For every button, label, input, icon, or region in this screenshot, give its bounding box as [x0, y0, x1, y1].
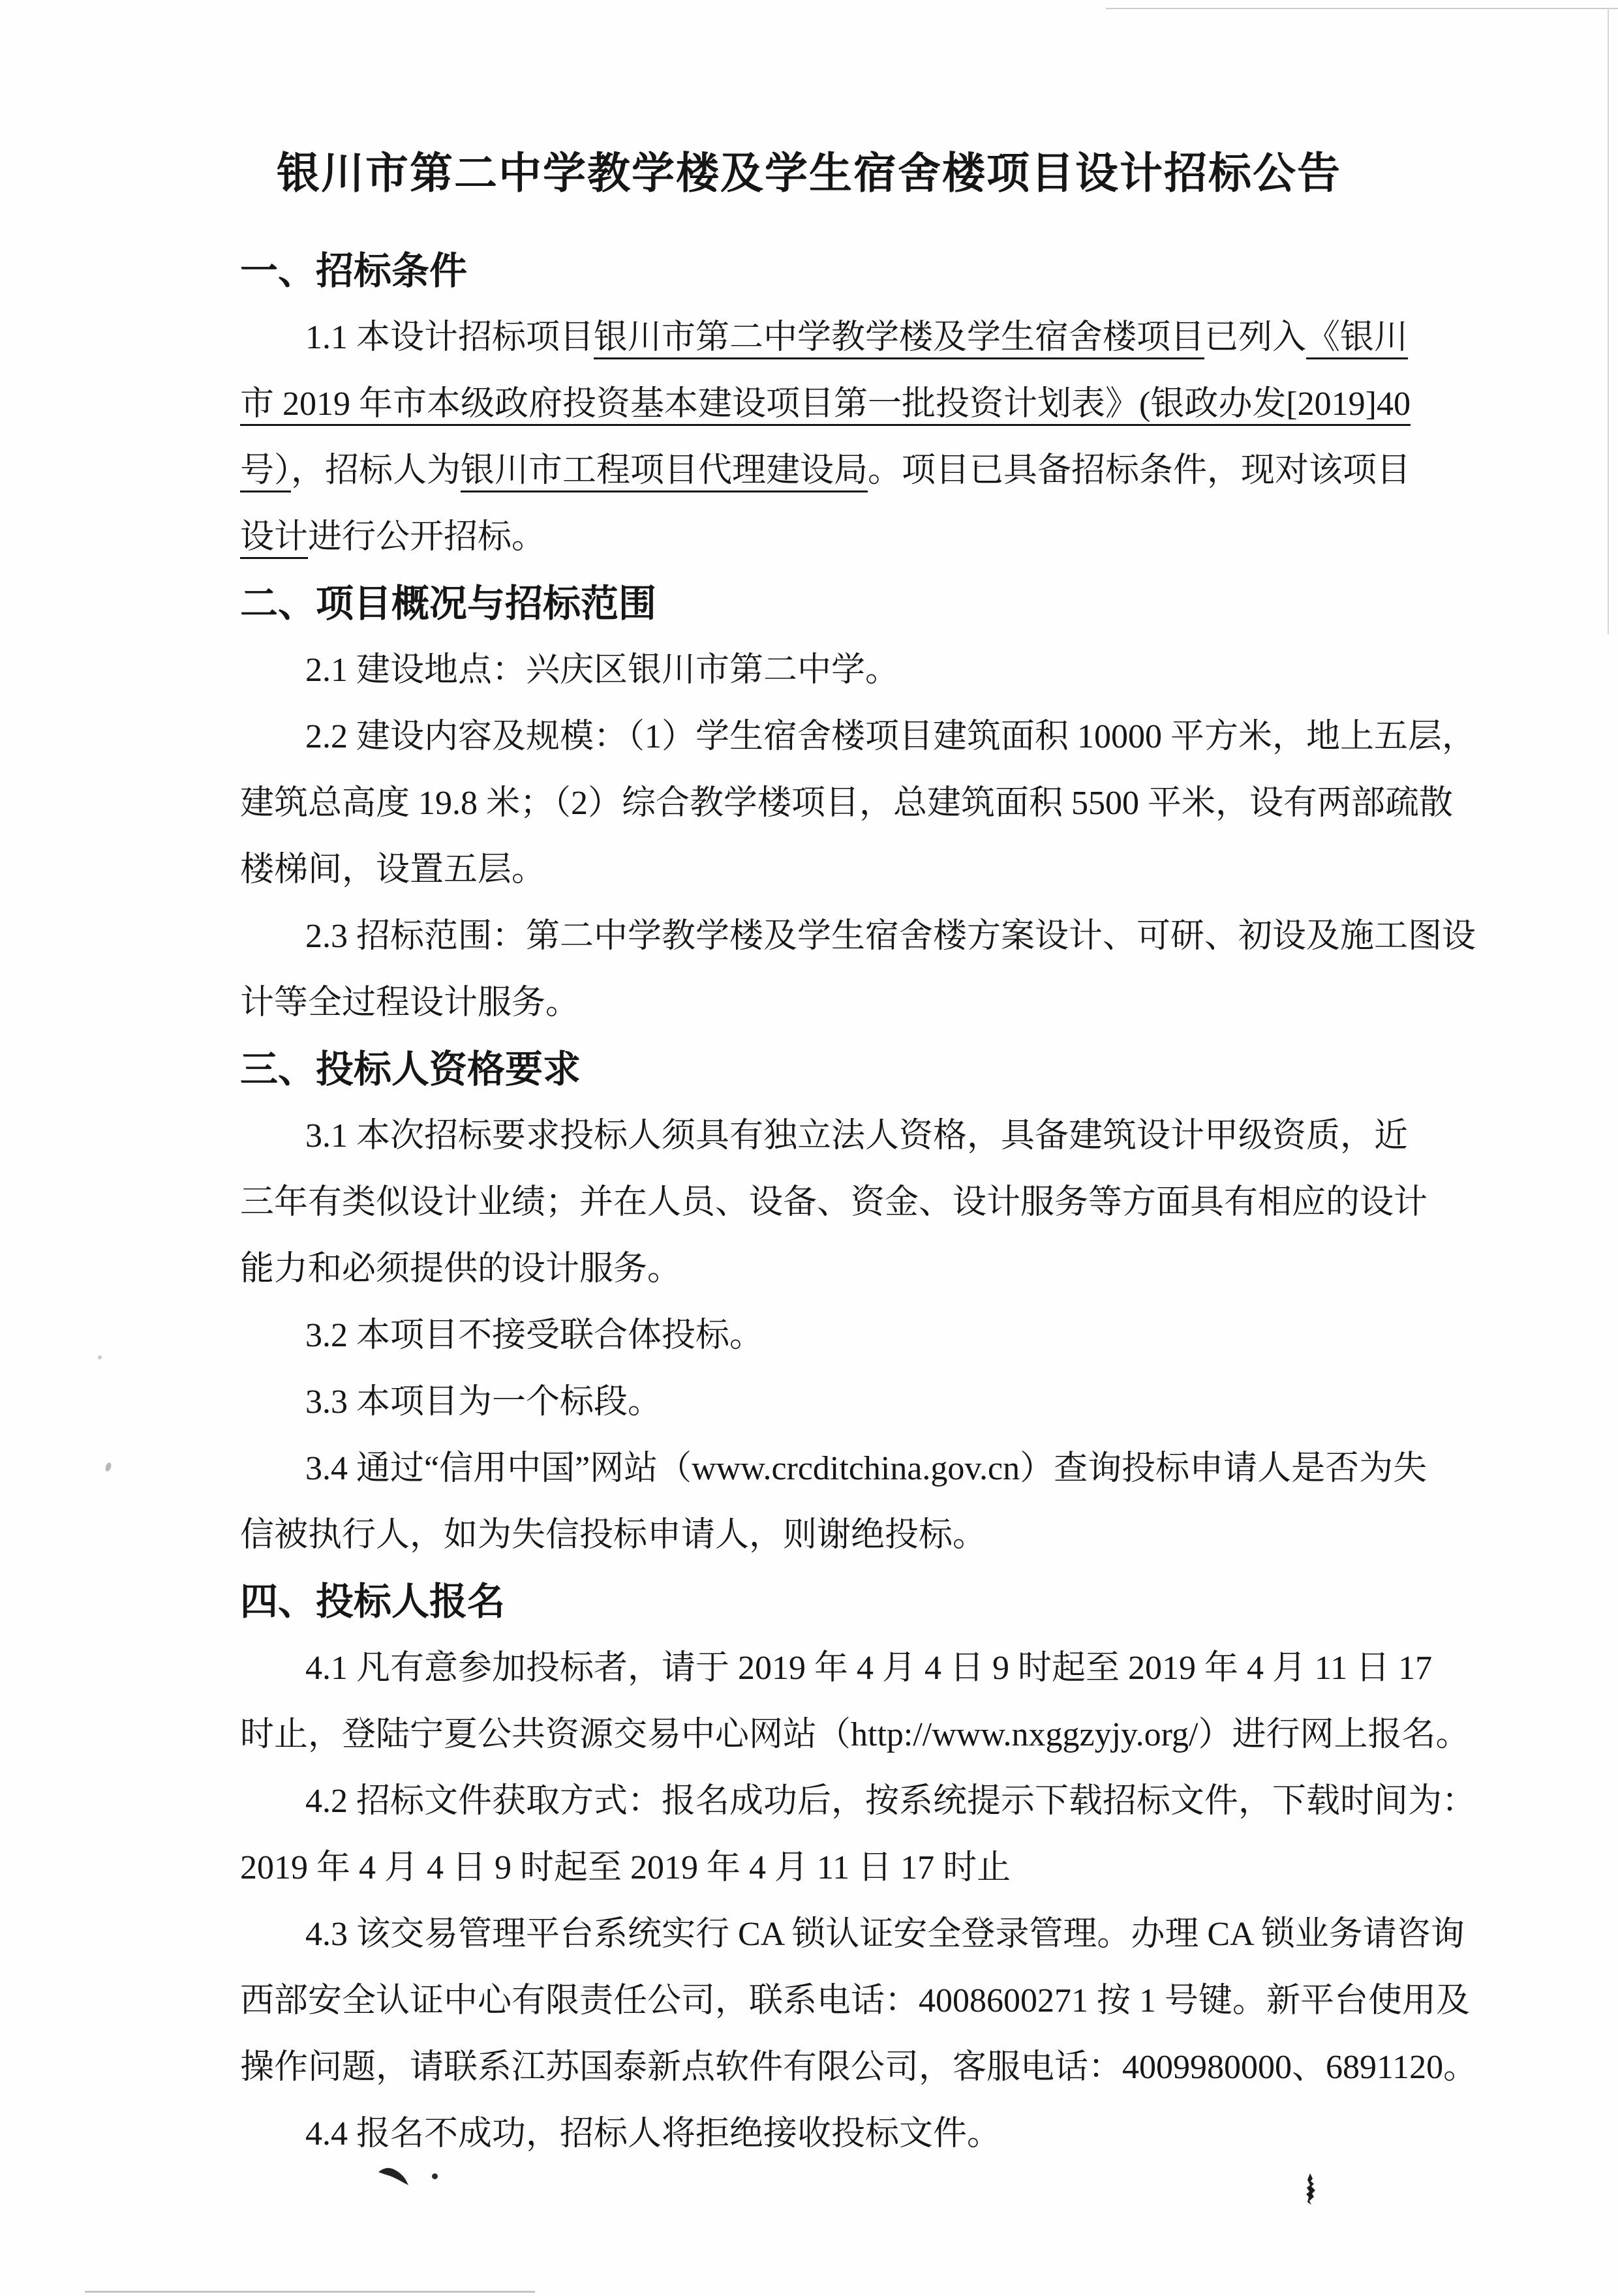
section-heading-3: 三、投标人资格要求: [240, 1048, 581, 1091]
text-line: [240, 1103, 1409, 1170]
text-segment: 三年有类似设计业绩；并在人员、设备、资金、设计服务等方面具有相应的设计: [240, 1184, 1428, 1221]
paragraph-2.2: [240, 704, 1476, 903]
text-segment: 3.3 本项目为一个标段。: [305, 1383, 662, 1421]
text-segment: 2.3 招标范围：第二中学教学楼及学生宿舍楼方案设计、可研、初设及施工图设: [305, 918, 1476, 955]
text-line: [240, 371, 1411, 438]
scan-speck: [104, 1462, 112, 1472]
text-segment: 西部安全认证中心有限责任公司，联系电话：4008600271 按 1 号键。新平台使用及: [240, 1982, 1471, 2019]
paragraph-4.3: [240, 1901, 1478, 2101]
page-edge-top-line: [1106, 8, 1618, 9]
paragraph-4.4: [240, 2101, 1377, 2168]
paragraph-3.3: [240, 1369, 1377, 1436]
text-line: [240, 305, 1409, 371]
text-segment: 能力和必须提供的设计服务。: [240, 1250, 682, 1288]
text-line: [240, 2101, 1377, 2168]
text-segment: 已列入: [1204, 319, 1307, 356]
text-line: [240, 504, 1377, 571]
text-segment: 4.1 凡有意参加投标者，请于 2019 年 4 月 4 日 9 时起至 2019 年 4 月 11 日 17: [305, 1650, 1433, 1687]
text-line: [240, 637, 1377, 704]
ink-dot-mark: [432, 2173, 438, 2179]
text-segment: 建筑总高度 19.8 米；（2）综合教学楼项目，总建筑面积 5500 平米，设有两部疏散: [240, 785, 1454, 822]
underlined-text-segment: 《银川: [1306, 319, 1409, 356]
pen-squiggle-mark: [377, 2160, 423, 2193]
text-line: [240, 1768, 1476, 1835]
text-line: [240, 1968, 1471, 2034]
text-segment: ，招标人为: [291, 452, 461, 489]
text-segment: 3.2 本项目不接受联合体投标。: [305, 1317, 764, 1354]
text-line: [240, 1901, 1465, 1968]
text-line: [240, 1702, 1470, 1768]
text-segment: 进行公开招标。: [308, 519, 546, 556]
text-segment: 时止，登陆宁夏公共资源交易中心网站（http://www.nxggzyjy.org/）进行网上报名。: [240, 1716, 1470, 1753]
section-heading-1: 一、招标条件: [240, 250, 468, 292]
paragraph-1.1: [240, 305, 1411, 571]
ink-blot-mark: [1298, 2172, 1324, 2211]
underlined-text-segment: 设计: [240, 519, 309, 556]
text-line: [240, 903, 1476, 970]
text-line: [240, 1436, 1427, 1502]
paragraph-3.4: [240, 1436, 1427, 1569]
text-segment: 2.1 建设地点：兴庆区银川市第二中学。: [305, 652, 900, 689]
text-segment: 信被执行人，如为失信投标申请人，则谢绝投标。: [240, 1517, 987, 1554]
text-segment: 4.3 该交易管理平台系统实行 CA 锁认证安全登录管理。办理 CA 锁业务请咨询: [305, 1916, 1465, 1953]
text-line: [240, 1303, 1377, 1369]
paragraph-3.2: [240, 1303, 1377, 1369]
text-line: [240, 1170, 1428, 1236]
paragraph-4.1: [240, 1635, 1470, 1768]
page-title: 银川市第二中学教学楼及学生宿舍楼项目设计招标公告: [277, 149, 1341, 197]
text-segment: 1.1 本设计招标项目: [305, 319, 594, 356]
section-heading-2: 二、项目概况与招标范围: [240, 582, 657, 625]
page-edge-bottom-line: [85, 2291, 535, 2293]
text-line: [240, 770, 1454, 837]
text-segment: 。项目已具备招标条件，现对该项目: [868, 452, 1411, 489]
text-line: [240, 1236, 1377, 1303]
paragraph-2.1: [240, 637, 1377, 704]
text-segment: 计等全过程设计服务。: [240, 984, 580, 1021]
text-segment: 2019 年 4 月 4 日 9 时起至 2019 年 4 月 11 日 17 时止: [240, 1849, 1011, 1886]
text-segment: 3.4 通过“信用中国”网站（www.crcditchina.gov.cn）查询投标申请人是否为失: [305, 1450, 1427, 1487]
text-line: [240, 438, 1411, 504]
text-segment: 操作问题，请联系江苏国泰新点软件有限公司，客服电话：4009980000、6891120。: [240, 2049, 1478, 2086]
section-4: [240, 1569, 1478, 2168]
text-segment: 2.2 建设内容及规模：（1）学生宿舍楼项目建筑面积 10000 平方米，地上五层，: [305, 718, 1476, 755]
underlined-text-segment: 银川市工程项目代理建设局: [461, 452, 868, 489]
text-line: [240, 1369, 1377, 1436]
underlined-text-segment: 银川市第二中学教学楼及学生宿舍楼项目: [594, 319, 1205, 356]
section-3: [240, 1036, 1428, 1569]
scan-speck: [98, 1355, 102, 1359]
section-heading-4: 四、投标人报名: [240, 1580, 506, 1623]
underlined-text-segment: 号）: [240, 452, 292, 489]
text-segment: 楼梯间，设置五层。: [240, 851, 546, 888]
page-edge-right-line: [1608, 8, 1609, 634]
text-segment: 4.4 报名不成功，招标人将拒绝接收投标文件。: [305, 2115, 1001, 2152]
text-line: [240, 1502, 1377, 1569]
text-line: [240, 970, 1377, 1036]
text-line: [240, 2034, 1478, 2101]
paragraph-2.3: [240, 903, 1476, 1036]
text-line: [240, 1635, 1433, 1702]
text-line: [240, 1835, 1377, 1901]
text-segment: 3.1 本次招标要求投标人须具有独立法人资格，具备建筑设计甲级资质，近: [305, 1117, 1409, 1155]
text-line: [240, 837, 1377, 903]
paragraph-4.2: [240, 1768, 1476, 1901]
text-line: [240, 704, 1476, 770]
section-2: [240, 571, 1476, 1036]
paragraph-3.1: [240, 1103, 1428, 1303]
underlined-text-segment: 市 2019 年市本级政府投资基本建设项目第一批投资计划表》(银政办发[2019]40: [240, 385, 1411, 423]
section-1: [240, 238, 1411, 571]
document-body: [240, 238, 1478, 2168]
text-segment: 4.2 招标文件获取方式：报名成功后，按系统提示下载招标文件，下载时间为：: [305, 1783, 1476, 1820]
